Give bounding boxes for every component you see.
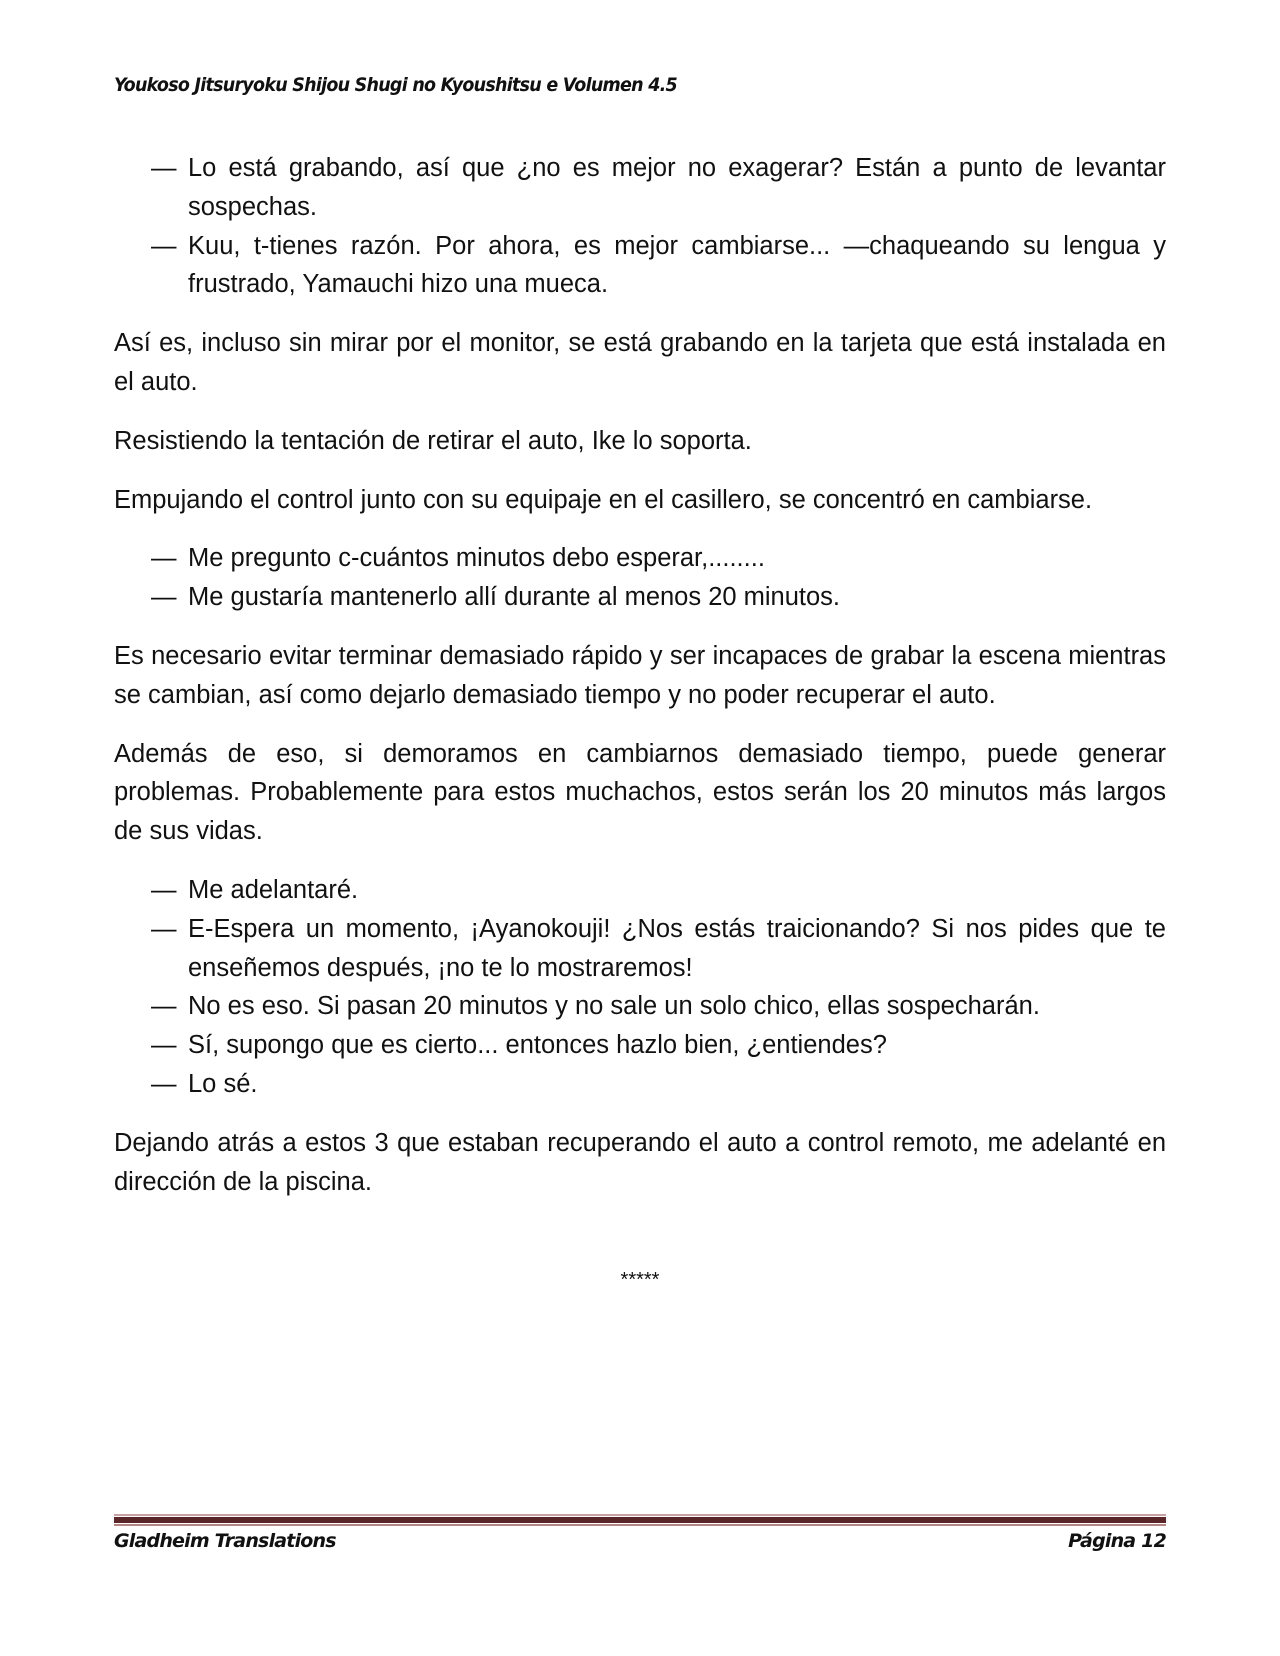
dialogue-text: Lo sé. bbox=[188, 1069, 258, 1098]
em-dash: — bbox=[151, 154, 177, 182]
dialogue-line bbox=[114, 539, 1166, 578]
dialogue-line bbox=[114, 578, 1166, 617]
footer-rule bbox=[114, 1517, 1166, 1523]
running-header: Youkoso Jitsuryoku Shijou Shugi no Kyoushitsu e Volumen 4.5 bbox=[114, 74, 677, 96]
dialogue-text: Me adelantaré. bbox=[188, 875, 359, 904]
paragraph: Resistiendo la tentación de retirar el auto, Ike lo soporta. bbox=[114, 426, 752, 455]
em-dash: — bbox=[151, 992, 177, 1021]
dialogue-line bbox=[114, 149, 1166, 227]
dialogue-text: Me gustaría mantenerlo allí durante al menos 20 minutos. bbox=[188, 583, 841, 612]
dialogue-line bbox=[114, 1065, 1166, 1104]
em-dash: — bbox=[151, 544, 177, 573]
dialogue-line bbox=[114, 871, 1166, 910]
dialogue-line bbox=[114, 987, 1166, 1026]
paragraph: Es necesario evitar terminar demasiado rápido y ser incapaces de grabar la escena mientras se cambian, así como dejarlo demasiado tiempo y no poder recuperar el auto. bbox=[114, 641, 1166, 709]
em-dash: — bbox=[151, 231, 177, 260]
em-dash: — bbox=[151, 583, 177, 612]
paragraph: Además de eso, si demoramos en cambiarnos demasiado tiempo, puede generar problemas. Probablemente para estos muchachos, estos serán los 20 minutos más largos de sus vidas. bbox=[114, 739, 1166, 846]
footer-rule-top bbox=[114, 1514, 1166, 1516]
em-dash: — bbox=[151, 914, 177, 943]
dialogue-line bbox=[114, 227, 1166, 305]
dialogue-text: No es eso. Si pasan 20 minutos y no sale un solo chico, ellas sospecharán. bbox=[188, 992, 1040, 1021]
footer-rule-bottom bbox=[114, 1524, 1166, 1526]
em-dash: — bbox=[151, 1031, 177, 1060]
dialogue-text: Sí, supongo que es cierto... entonces hazlo bien, ¿entiendes? bbox=[188, 1031, 887, 1060]
page-body bbox=[114, 149, 1166, 1300]
dialogue-block bbox=[114, 149, 1166, 304]
scene-separator: ***** bbox=[620, 1269, 660, 1292]
em-dash: — bbox=[151, 1069, 177, 1098]
dialogue-text: Kuu, t-tienes razón. Por ahora, es mejor cambiarse... —chaqueando su lengua y frustrado, Yamauchi hizo una mueca. bbox=[188, 231, 1166, 299]
paragraph: Empujando el control junto con su equipaje en el casillero, se concentró en cambiarse. bbox=[114, 485, 1093, 514]
paragraph: Así es, incluso sin mirar por el monitor, se está grabando en la tarjeta que está instalada en el auto. bbox=[114, 329, 1166, 396]
dialogue-line bbox=[114, 910, 1166, 988]
dialogue-block bbox=[114, 539, 1166, 617]
page-number: Página 12 bbox=[1068, 1530, 1166, 1552]
dialogue-text: E-Espera un momento, ¡Ayanokouji! ¿Nos estás traicionando? Si nos pides que te enseñemos después, ¡no te lo mostraremos! bbox=[188, 914, 1166, 982]
dialogue-text: Lo está grabando, así que ¿no es mejor no exagerar? Están a punto de levantar sospechas. bbox=[188, 154, 1166, 221]
paragraph: Dejando atrás a estos 3 que estaban recuperando el auto a control remoto, me adelanté en dirección de la piscina. bbox=[114, 1128, 1166, 1196]
dialogue-line bbox=[114, 1026, 1166, 1065]
footer-translator: Gladheim Translations bbox=[114, 1530, 336, 1552]
dialogue-text: Me pregunto c-cuántos minutos debo esperar,........ bbox=[188, 544, 765, 573]
em-dash: — bbox=[151, 875, 177, 904]
dialogue-block bbox=[114, 871, 1166, 1104]
